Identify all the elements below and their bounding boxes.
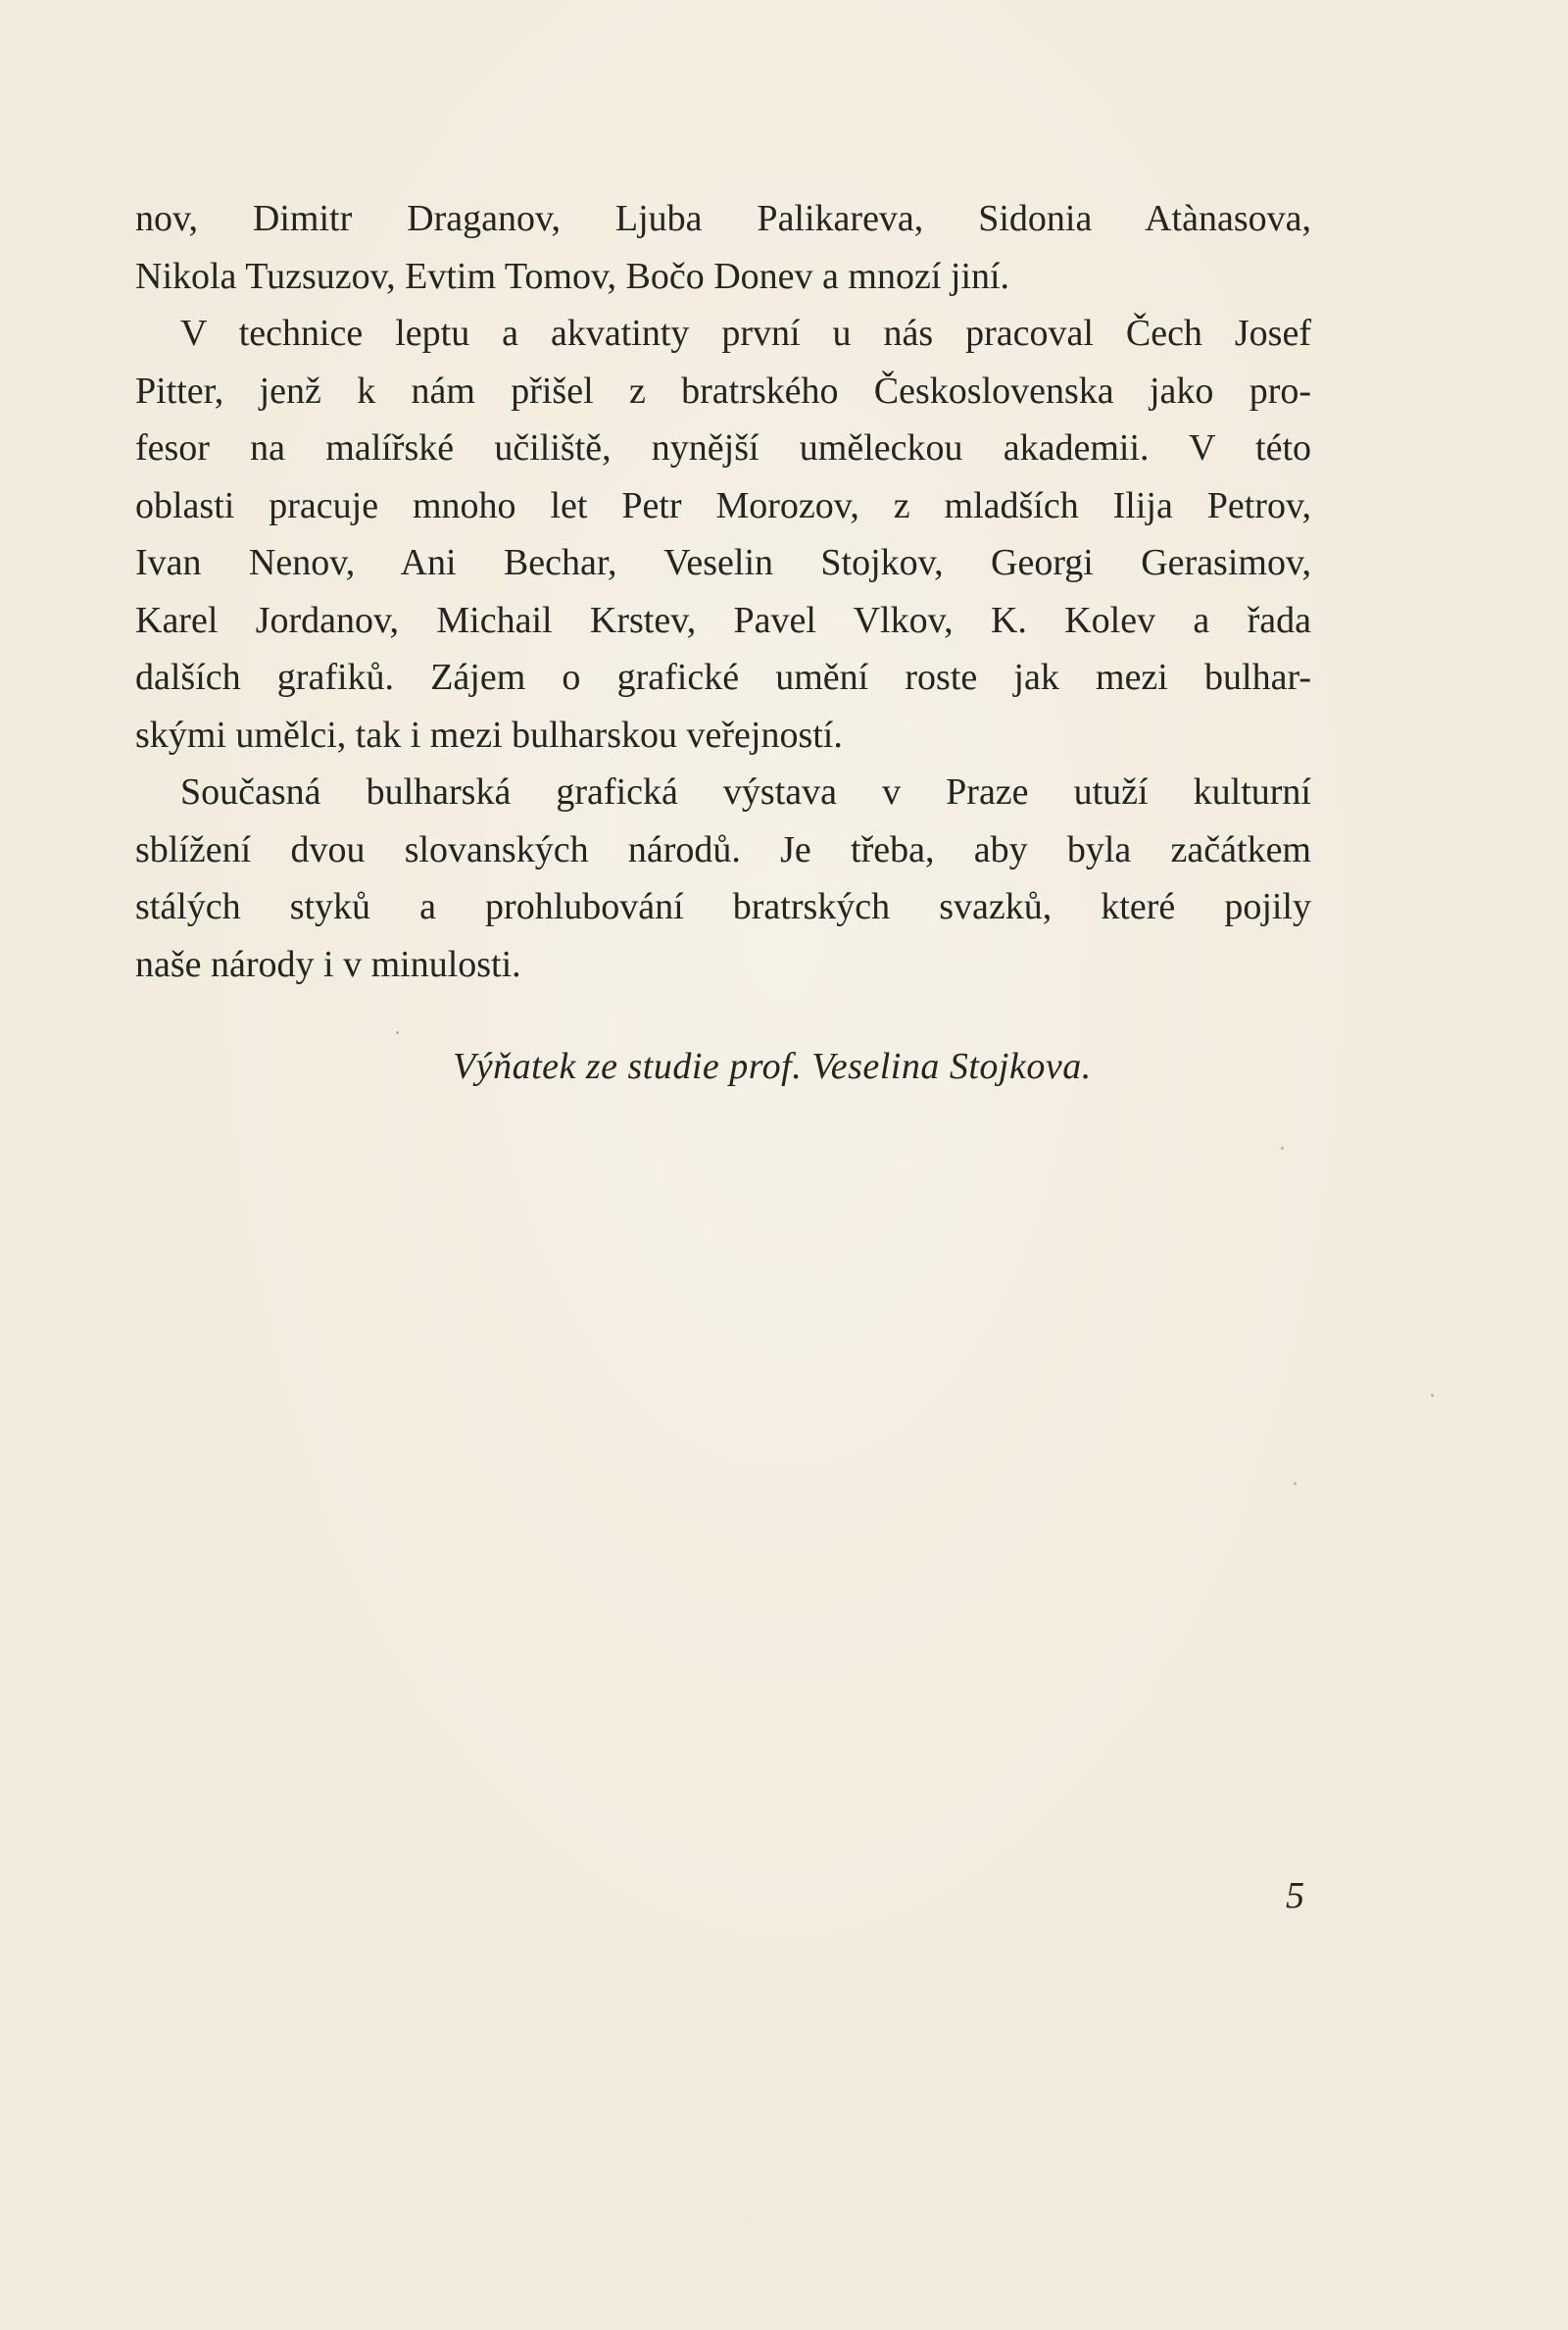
page-number: 5 xyxy=(1286,1875,1304,1916)
paragraph xyxy=(135,764,1311,993)
text-line: sblížení dvou slovanských národů. Je třeba, aby byla začátkem xyxy=(135,828,1311,870)
paper-speck xyxy=(1431,1394,1434,1397)
text-line: skými umělci, tak i mezi bulharskou veřejností. xyxy=(135,714,843,756)
paper-speck xyxy=(396,1031,399,1034)
paragraph xyxy=(135,190,1311,305)
text-line: Pitter, jenž k nám přišel z bratrského Československa jako pro- xyxy=(135,370,1311,412)
text-line: nov, Dimitr Draganov, Ljuba Palikareva, Sidonia Atànasova, xyxy=(135,198,1311,239)
text-line: stálých styků a prohlubování bratrských svazků, které pojily xyxy=(135,886,1311,927)
paper-speck xyxy=(1294,1482,1297,1485)
attribution: Výňatek ze studie prof. Veselina Stojkova. xyxy=(453,1046,1092,1087)
text-line: Ivan Nenov, Ani Bechar, Veselin Stojkov, Georgi Gerasimov, xyxy=(135,542,1311,583)
text-line: naše národy i v minulosti. xyxy=(135,943,521,985)
text-line: Karel Jordanov, Michail Krstev, Pavel Vlkov, K. Kolev a řada xyxy=(135,599,1311,641)
paper-speck xyxy=(1281,1147,1284,1150)
paragraph xyxy=(135,305,1311,764)
text-line: V technice leptu a akvatinty první u nás pracoval Čech Josef xyxy=(180,313,1311,354)
text-line: Nikola Tuzsuzov, Evtim Tomov, Bočo Donev a mnozí jiní. xyxy=(135,255,1010,297)
text-line: Současná bulharská grafická výstava v Praze utuží kulturní xyxy=(180,771,1311,813)
text-line: fesor na malířské učiliště, nynější uměleckou akademii. V této xyxy=(135,427,1311,469)
body-text xyxy=(135,190,1311,993)
text-line: dalších grafiků. Zájem o grafické umění roste jak mezi bulhar- xyxy=(135,657,1311,698)
text-line: oblasti pracuje mnoho let Petr Morozov, z mladších Ilija Petrov, xyxy=(135,484,1311,526)
